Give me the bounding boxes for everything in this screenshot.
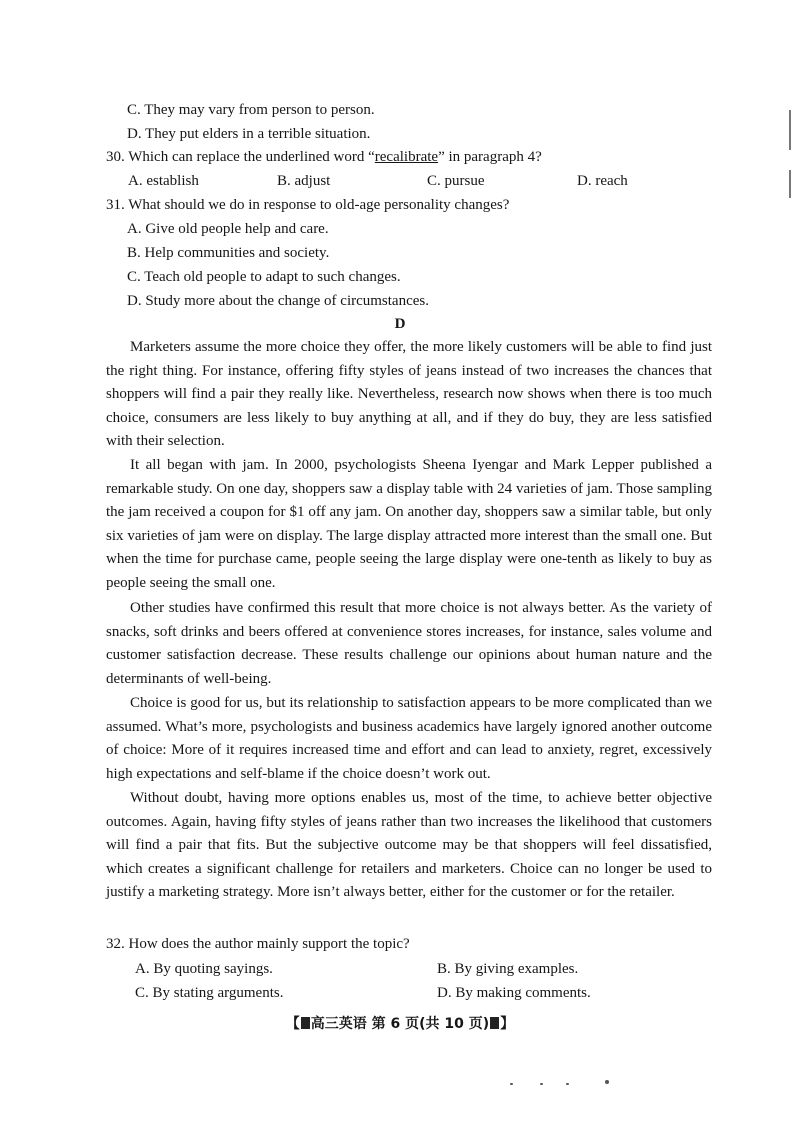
q30-option-b: B. adjust xyxy=(277,173,331,189)
q30-stem xyxy=(106,147,542,167)
q30-stem-text: 30. Which can replace the underlined word “recalibrate” in paragraph 4? xyxy=(106,149,542,165)
passage-paragraph-1: Marketers assume the more choice they offer, the more likely customers will be able to find just the right thing. For instance, offering fifty styles of jeans instead of two increases the chances that shoppers will find a pair they really like. Nevertheless, research now shows when there is too much choice, consumers are less likely to buy anything at all, and if they do buy, they are less satisfied with their selection. xyxy=(106,339,712,450)
q31-stem: 31. What should we do in response to old-age personality changes? xyxy=(106,197,510,213)
q32-stem: 32. How does the author mainly support the topic? xyxy=(106,936,410,952)
underlined-word: recalibrate xyxy=(374,149,439,165)
q30-option-d: D. reach xyxy=(577,173,628,189)
page-footer xyxy=(0,1014,800,1034)
scan-dot xyxy=(510,1083,513,1085)
q32-option-a: A. By quoting sayings. xyxy=(135,961,273,977)
passage-paragraph-3: Other studies have confirmed this result that more choice is not always better. As the variety of snacks, soft drinks and beers offered at convenience stores increases, for instance, sales volume and customer satisfaction decrease. These results challenge our opinions about human nature and the determinants of well-being. xyxy=(106,600,712,687)
footer-logo-icon xyxy=(301,1017,310,1029)
q32-option-b: B. By giving examples. xyxy=(437,961,579,977)
q30-option-a: A. establish xyxy=(128,173,199,189)
scan-dot xyxy=(605,1080,609,1084)
scan-dot xyxy=(540,1083,543,1085)
scan-edge-mark xyxy=(789,170,791,198)
footer-page-number: 第 6 页(共 10 页) xyxy=(371,1016,490,1032)
q30-option-c: C. pursue xyxy=(427,173,485,189)
scan-dot xyxy=(566,1083,569,1085)
q29-option-d: D. They put elders in a terrible situation. xyxy=(127,126,371,142)
q31-option-d: D. Study more about the change of circumstances. xyxy=(127,293,429,309)
footer-bracket-right: 】 xyxy=(500,1016,515,1032)
q31-option-b: B. Help communities and society. xyxy=(127,245,330,261)
scan-edge-mark xyxy=(789,110,791,150)
footer-subject: 高三英语 xyxy=(310,1016,367,1032)
q32-option-d: D. By making comments. xyxy=(437,985,591,1001)
q29-option-c: C. They may vary from person to person. xyxy=(127,102,375,118)
q32-option-c: C. By stating arguments. xyxy=(135,985,284,1001)
footer-bracket-left: 【 xyxy=(285,1016,300,1032)
passage-paragraph-4: Choice is good for us, but its relationship to satisfaction appears to be more complicated than we assumed. What’s more, psychologists and business academics have largely ignored another outcome of choice: More of it requires increased time and effort and can lead to anxiety, regret, excessively high expectations and self-blame if the choice doesn’t work out. xyxy=(106,695,712,782)
q31-option-c: C. Teach old people to adapt to such changes. xyxy=(127,269,401,285)
section-heading: D xyxy=(394,316,406,332)
passage-paragraph-5: Without doubt, having more options enables us, most of the time, to achieve better objective outcomes. Again, having fifty styles of jeans rather than two increases the likelihood that customers will find a pair that fits. But the subjective outcome may be that shoppers will feel dissatisfied, which creates a significant challenge for retailers and marketers. Choice can no longer be used to justify a marketing strategy. More isn’t always better, either for the customer or for the retailer. xyxy=(106,790,712,901)
passage-paragraph-2: It all began with jam. In 2000, psychologists Sheena Iyengar and Mark Lepper published a remarkable study. On one day, shoppers saw a display table with 24 varieties of jam. Those sampling the jam received a coupon for $1 off any jam. On another day, shoppers saw a similar table, but only six varieties of jam were on display. The large display attracted more interest than the small one. But when the time for purchase came, people seeing the large display were one-tenth as likely to buy as people seeing the small one. xyxy=(106,457,712,591)
q31-option-a: A. Give old people help and care. xyxy=(127,221,329,237)
footer-logo-icon-2 xyxy=(490,1017,499,1029)
